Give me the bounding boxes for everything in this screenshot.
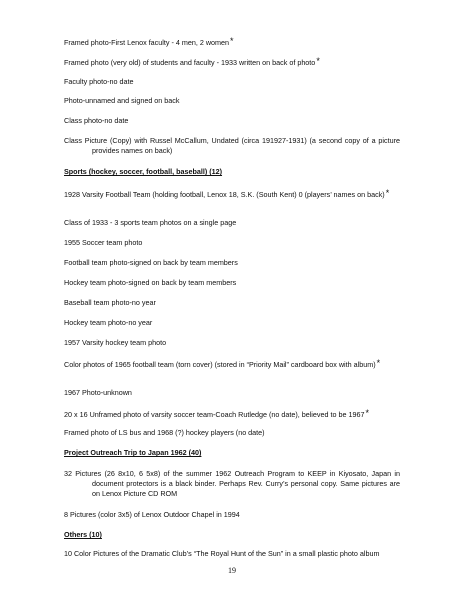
section-heading-others: Others (10): [64, 530, 102, 539]
entry-class-picture-copy: Class Picture (Copy) with Russel McCallum, Undated (circa 191927-1931) (a second copy of a picture provides names on back): [64, 136, 400, 155]
entry-1957-hockey: 1957 Varsity hockey team photo: [64, 338, 167, 347]
entry-faculty-photo: Faculty photo-no date: [64, 77, 134, 86]
asterisk-mark: *: [365, 408, 369, 418]
entry-1928-football: 1928 Varsity Football Team (holding football, Lenox 18, S.K. (South Kent) 0 (players’ names on back)*: [64, 188, 390, 199]
section-heading-japan: Project Outreach Trip to Japan 1962 (40): [64, 448, 202, 457]
entry-students-faculty-1933: Framed photo (very old) of students and faculty - 1933 written on back of photo*: [64, 56, 320, 67]
asterisk-mark: *: [376, 358, 381, 368]
entry-hockey-no-year: Hockey team photo-no year: [64, 318, 153, 327]
entry-hockey-signed: Hockey team photo-signed on back by team members: [64, 278, 237, 287]
document-page: [64, 0, 400, 600]
entry-football-signed: Football team photo-signed on back by team members: [64, 258, 238, 267]
entry-ls-bus: Framed photo of LS bus and 1968 (?) hockey players (no date): [64, 428, 265, 437]
entry-class-photo: Class photo-no date: [64, 116, 129, 125]
asterisk-mark: *: [229, 36, 234, 46]
entry-class-1933-sports: Class of 1933 - 3 sports team photos on a single page: [64, 218, 237, 227]
entry-1967-unknown: 1967 Photo-unknown: [64, 388, 132, 397]
entry-8-pictures: 8 Pictures (color 3x5) of Lenox Outdoor Chapel in 1994: [64, 510, 240, 519]
entry-1965-football: Color photos of 1965 football team (torn cover) (stored in “Priority Mail” cardboard box with album)*: [64, 358, 381, 369]
entry-unnamed-photo: Photo-unnamed and signed on back: [64, 96, 180, 105]
entry-varsity-soccer: 20 x 16 Unframed photo of varsity soccer team-Coach Rutledge (no date), believed to be 1967*: [64, 408, 369, 419]
entry-32-pictures: 32 Pictures (26 8x10, 6 5x8) of the summer 1962 Outreach Program to KEEP in Kiyosato, Japan in document protectors is a black binder. Perhaps Rev. Curry’s personal copy. Same pictures are on Lenox Picture CD ROM: [64, 469, 400, 498]
entry-10-color-pictures: 10 Color Pictures of the Dramatic Club’s “The Royal Hunt of the Sun” in a small plastic photo album: [64, 549, 380, 558]
asterisk-mark: *: [316, 56, 320, 66]
asterisk-mark: *: [385, 188, 390, 198]
page-number: 19: [228, 566, 236, 575]
entry-baseball-no-year: Baseball team photo-no year: [64, 298, 156, 307]
entry-1955-soccer: 1955 Soccer team photo: [64, 238, 143, 247]
section-heading-sports: Sports (hockey, soccer, football, baseball) (12): [64, 167, 223, 176]
entry-lenox-faculty-photo: Framed photo-First Lenox faculty - 4 men, 2 women*: [64, 36, 234, 47]
